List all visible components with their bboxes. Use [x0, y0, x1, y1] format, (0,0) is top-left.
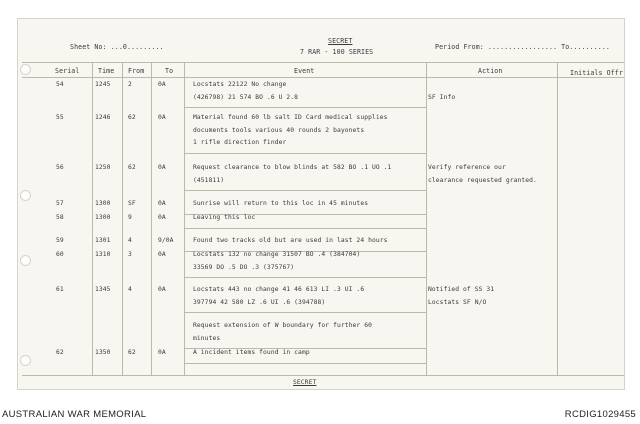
punch-hole: [20, 355, 31, 366]
event-line: 397794 42 580 LZ .6 UI .6 (394788): [193, 298, 326, 306]
to-cell: 0A: [158, 114, 166, 121]
event-line: minutes: [193, 334, 221, 342]
column-rule: [184, 62, 185, 375]
header-from: From: [128, 67, 145, 75]
unit-line: 7 RAR - 100 SERIES: [300, 48, 374, 56]
to-cell: 0A: [158, 214, 166, 221]
column-rule: [426, 62, 427, 375]
item-reference: RCDIG1029455: [564, 409, 636, 420]
from-cell: 2: [128, 81, 132, 88]
from-cell: 3: [128, 251, 132, 258]
punch-hole: [20, 64, 31, 75]
event-underline: [184, 363, 426, 364]
event-line: Locstats 22122 No change: [193, 81, 287, 88]
rule: [22, 375, 624, 376]
event-line: A incident items found in camp: [193, 349, 310, 356]
serial-cell: 57: [56, 200, 64, 207]
event-line: Leaving this loc: [193, 214, 256, 221]
to-cell: 0A: [158, 200, 166, 207]
from-cell: 62: [128, 114, 136, 121]
event-line: 1 rifle direction finder: [193, 139, 287, 147]
from-cell: 62: [128, 349, 136, 356]
header-to: To: [165, 67, 174, 75]
event-line: Material found 60 lb salt ID Card medical supplies: [193, 114, 388, 121]
from-cell: SF: [128, 200, 136, 207]
from-cell: 4: [128, 237, 132, 244]
classification-top: SECRET: [328, 37, 353, 45]
header-initials: Initials Offr: [570, 69, 623, 77]
log-sheet: [17, 18, 625, 390]
to-cell: 9/0A: [158, 237, 174, 244]
to-cell: 0A: [158, 349, 166, 356]
event-line: (451811): [193, 176, 225, 184]
serial-cell: 62: [56, 349, 64, 356]
time-cell: 1350: [95, 349, 111, 356]
event-underline: [184, 312, 426, 313]
event-underline: [184, 228, 426, 229]
punch-hole: [20, 255, 31, 266]
serial-cell: 56: [56, 164, 64, 171]
time-cell: 1345: [95, 286, 111, 293]
column-rule: [151, 62, 152, 375]
event-line: documents tools various 40 rounds 2 bayonets: [193, 126, 365, 134]
action-line: SF Info: [428, 93, 456, 101]
to-cell: 0A: [158, 81, 166, 88]
event-line: Locstats 132 no change 31507 BO .4 (384704): [193, 251, 361, 258]
column-rule: [122, 62, 123, 375]
serial-cell: 59: [56, 237, 64, 244]
header-action: Action: [478, 67, 503, 75]
event-line: Sunrise will return to this loc in 45 minutes: [193, 200, 369, 207]
period-field: Period From: ................. To..........: [435, 43, 610, 51]
event-underline: [184, 107, 426, 108]
event-line: Found two tracks old but are used in last 24 hours: [193, 237, 388, 244]
from-cell: 9: [128, 214, 132, 221]
action-line: Verify reference our: [428, 164, 506, 171]
serial-cell: 60: [56, 251, 64, 258]
time-cell: 1300: [95, 214, 111, 221]
time-cell: 1250: [95, 164, 111, 171]
time-cell: 1310: [95, 251, 111, 258]
from-cell: 4: [128, 286, 132, 293]
event-line: Locstats 443 no change 41 46 613 LI .3 UI .6: [193, 286, 365, 293]
header-serial: Serial: [55, 67, 80, 75]
action-line: clearance requested granted.: [428, 176, 537, 184]
to-cell: 0A: [158, 251, 166, 258]
time-cell: 1245: [95, 81, 111, 88]
event-line: Request clearance to blow blinds at 582 BO .1 UO .1: [193, 164, 392, 171]
serial-cell: 58: [56, 214, 64, 221]
event-underline: [184, 190, 426, 191]
header-event: Event: [294, 67, 315, 75]
action-line: Locstats SF N/O: [428, 298, 487, 306]
time-cell: 1300: [95, 200, 111, 207]
action-line: Notified of SS 31: [428, 286, 495, 293]
time-cell: 1246: [95, 114, 111, 121]
header-time: Time: [98, 67, 115, 75]
serial-cell: 61: [56, 286, 64, 293]
event-underline: [184, 277, 426, 278]
rule: [22, 62, 624, 63]
from-cell: 62: [128, 164, 136, 171]
sheet-number: Sheet No: ...0.........: [70, 43, 164, 51]
rule: [22, 77, 624, 78]
event-underline: [184, 153, 426, 154]
to-cell: 0A: [158, 286, 166, 293]
column-rule: [92, 62, 93, 375]
column-rule: [557, 62, 558, 375]
time-cell: 1301: [95, 237, 111, 244]
classification-bottom: SECRET: [293, 379, 317, 386]
event-line: 33569 DO .5 DO .3 (375767): [193, 263, 295, 271]
to-cell: 0A: [158, 164, 166, 171]
serial-cell: 55: [56, 114, 64, 121]
punch-hole: [20, 190, 31, 201]
serial-cell: 54: [56, 81, 64, 88]
event-line: Request extension of W boundary for further 60: [193, 322, 372, 329]
event-line: (426798) 21 574 BO .6 U 2.8: [193, 93, 299, 101]
archive-credit: AUSTRALIAN WAR MEMORIAL: [2, 409, 147, 420]
